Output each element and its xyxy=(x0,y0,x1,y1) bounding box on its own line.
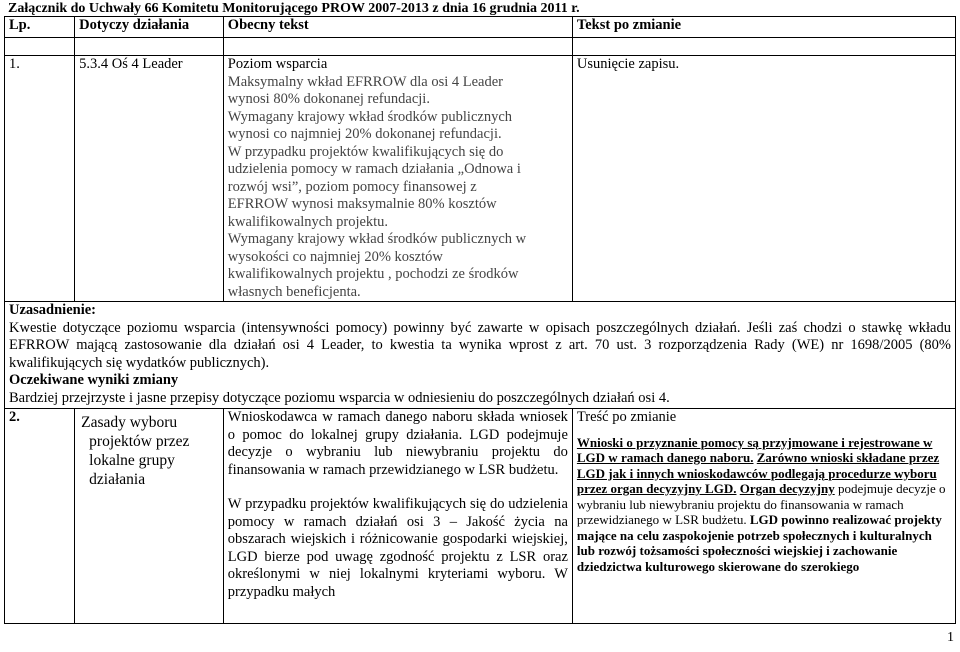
text-line: wysokości co najmniej 20% kosztów xyxy=(227,248,443,265)
header-obecny: Obecny tekst xyxy=(223,17,572,38)
row1-lp: 1. xyxy=(5,56,75,302)
row2-lp: 2. xyxy=(5,409,75,624)
text-line: Maksymalny wkład EFRROW dla osi 4 Leader xyxy=(227,73,503,90)
header-po-zmianie: Tekst po zmianie xyxy=(572,17,955,38)
row2-po-bold: LGD powinno realizować projekty mające na celu zaspokojenie potrzeb społecznych i kulturalnych lub rozwój tożsamości społeczności wiejskiej i zachowanie dziedzictwa kulturowego skierowane do szerokiego xyxy=(576,512,942,574)
text-line: własnych beneficjenta. xyxy=(227,283,361,300)
row2-po-underlined-1: Wnioski o przyznanie pomocy są przyjmowane i rejestrowane w LGD w ramach danego naboru. xyxy=(576,434,933,465)
text-line: wynosi 80% dokonanej refundacji. xyxy=(227,91,430,107)
row2-obecny-p2: W przypadku projektów kwalifikujących się do udzielenia pomocy w ramach działań osi 3 – Jakość życia na obszarach wiejskich i różnicowanie gospodarki wiejskiej, LGD bierze pod uwagę zgodność projektu z LSR oraz określonymi w niej lokalnymi kryteriami wyboru. W przypadku małych xyxy=(227,496,568,600)
row2-dotyczy xyxy=(75,409,224,624)
uzasadnienie-text: Kwestie dotyczące poziomu wsparcia (intensywności pomocy) powinny być zawarte w opisach poszczególnych działań. Jeśli zaś chodzi o stawkę wkładu EFRROW mającą zastosowanie dla działań osi 4 Leader, to kwestia ta wynika wprost z art. 70 ust. 3 rozporządzenia Rady (WE) nr 1698/2005 (80% kwalifikujących się wydatków publicznych). xyxy=(9,319,951,371)
amendment-table xyxy=(4,16,956,624)
row2-po-zmianie xyxy=(572,409,955,624)
text-line: EFRROW wynosi maksymalnie 80% kosztów xyxy=(227,196,497,212)
row1-obecny-lines xyxy=(228,74,568,302)
row2-po-underlined-3: Organ decyzyjny xyxy=(739,481,835,496)
header-lp: Lp. xyxy=(5,17,75,38)
header-dotyczy: Dotyczy działania xyxy=(75,17,224,38)
oczekiwane-text: Bardziej przejrzyste i jasne przepisy dotyczące poziomu wsparcia w odniesieniu do poszczególnych działań osi 4. xyxy=(9,389,670,406)
row1-obecny xyxy=(223,56,572,302)
table-row xyxy=(5,56,956,302)
uzasadnienie-label: Uzasadnienie: xyxy=(9,302,96,318)
text-line: W przypadku projektów kwalifikujących się do xyxy=(227,143,504,160)
row1-po-zmianie: Usunięcie zapisu. xyxy=(572,56,955,302)
row1-obecny-heading: Poziom wsparcia xyxy=(227,56,328,72)
row2-po-intro: Treść po zmianie xyxy=(576,409,677,425)
text-line: kwalifikowalnych projektu , pochodzi ze środków xyxy=(227,266,519,282)
text-line: udzielenia pomocy w ramach działania „Odnowa i xyxy=(227,161,521,177)
text-line: Wymagany krajowy wkład środków publicznych xyxy=(227,108,513,125)
page-number: 1 xyxy=(947,630,954,645)
text-line: kwalifikowalnych projektu. xyxy=(227,213,389,230)
row2-dotyczy-text: Zasady wyboru projektów przez lokalne grupy działania xyxy=(81,414,190,488)
row2-po-underlined-2: Zarówno wnioski składane przez LGD jak i innych wnioskodawców podlegają procedurze wyboru przez organ decyzyjny LGD. xyxy=(576,450,940,496)
row2-obecny xyxy=(223,409,572,624)
justification-row xyxy=(5,302,956,409)
spacer-row xyxy=(5,38,956,56)
table-row xyxy=(5,409,956,624)
text-line: Wymagany krajowy wkład środków publicznych w xyxy=(227,231,527,247)
row2-obecny-p1: Wnioskodawca w ramach danego naboru składa wniosek o pomoc do lokalnej grupy działania. LGD podejmuje decyzje o wybraniu lub niewybraniu projektu do finansowania w ramach przewidzianego w LSR budżetu. xyxy=(227,409,568,478)
row1-dotyczy: 5.3.4 Oś 4 Leader xyxy=(75,56,224,302)
oczekiwane-label: Oczekiwane wyniki zmiany xyxy=(9,372,179,388)
table-header-row xyxy=(5,17,956,38)
text-line: wynosi co najmniej 20% dokonanej refundacji. xyxy=(227,126,502,142)
text-line: rozwój wsi”, poziom pomocy finansowej z xyxy=(227,178,477,195)
document-title: Załącznik do Uchwały 66 Komitetu Monitorującego PROW 2007-2013 z dnia 16 grudnia 2011 r. xyxy=(8,1,580,16)
row2-po-plain: podejmuje decyzje o wybraniu lub niewybraniu projektu do finansowania w ramach przewidzianego w LSR budżetu. xyxy=(576,481,946,527)
